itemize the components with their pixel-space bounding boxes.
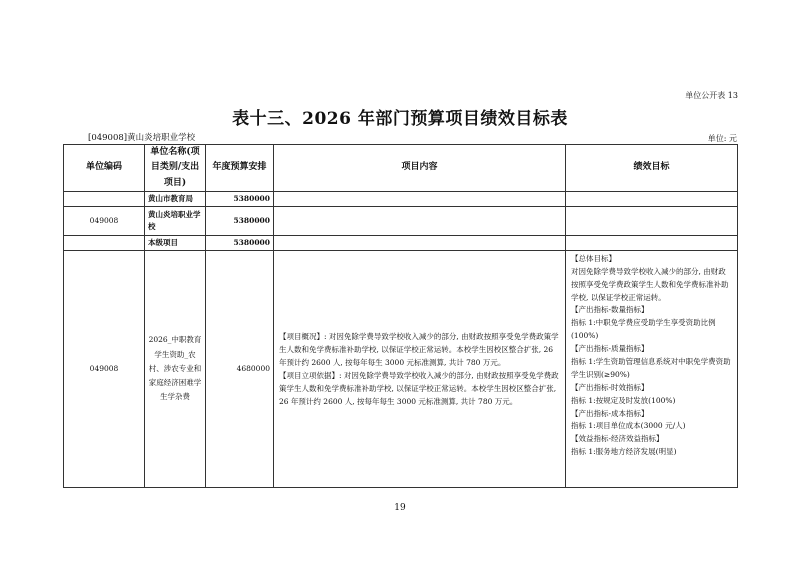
row-amount: 5380000 — [206, 206, 274, 235]
row-performance — [566, 191, 738, 206]
row-content — [274, 191, 566, 206]
performance-line: 【产出指标-成本指标】 — [571, 408, 649, 418]
row-performance — [566, 235, 738, 250]
row-performance — [566, 206, 738, 235]
page-title: 表十三、2026 年部门预算项目绩效目标表 — [232, 109, 568, 129]
table-row — [64, 235, 738, 250]
header-performance-target: 绩效目标 — [566, 145, 738, 192]
row-content — [274, 206, 566, 235]
header-annual-budget: 年度预算安排 — [206, 145, 274, 192]
performance-line: 【总体目标】 — [571, 253, 616, 263]
performance-line: 【产出指标-质量指标】 — [571, 344, 649, 354]
project-overview: 【项目概况】: 对因免除学费导致学校收入减少的部分, 由财政按照享受免学费政策学生人数和免学费标准补助学校, 以保证学校正常运转。本校学生因校区整合扩张, 26 年预计约 2600 人, 按每年每生 3000 元标准测算, 共计 780 万元。 — [279, 331, 559, 367]
row-name: 本级项目 — [145, 235, 206, 250]
row-content — [274, 235, 566, 250]
row-name: 黄山市教育局 — [145, 191, 206, 206]
table-row — [64, 206, 738, 235]
table-row — [64, 191, 738, 206]
row-code — [64, 191, 145, 206]
row-amount: 5380000 — [206, 191, 274, 206]
project-row — [64, 250, 738, 487]
performance-line: 指标 1:中职免学费应受助学生享受资助比例(100%) — [571, 318, 716, 341]
project-amount: 4680000 — [206, 250, 274, 487]
header-unit-name: 单位名称(项目类别/支出项目) — [145, 145, 206, 192]
performance-line: 【产出指标-数量指标】 — [571, 305, 649, 315]
row-code — [64, 235, 145, 250]
performance-line: 指标 1:项目单位成本(3000 元/人) — [571, 421, 686, 431]
currency-unit: 单位: 元 — [707, 134, 737, 143]
performance-line: 指标 1:服务地方经济发展(明显) — [571, 447, 677, 457]
performance-table — [63, 144, 738, 488]
row-code: 049008 — [64, 206, 145, 235]
unit-name: [049008]黄山炎培职业学校 — [88, 133, 196, 143]
row-name: 黄山炎培职业学校 — [145, 206, 206, 235]
header-unit-code: 单位编码 — [64, 145, 145, 192]
table-header-row — [64, 145, 738, 192]
page-number: 19 — [394, 503, 406, 513]
project-performance — [566, 250, 738, 487]
performance-line: 指标 1:按规定及时发放(100%) — [571, 395, 676, 405]
performance-line: 指标 1:学生资助管理信息系统对中职免学费资助学生识别(≥90%) — [571, 357, 731, 379]
header-project-content: 项目内容 — [274, 145, 566, 192]
document-number: 单位公开表 13 — [685, 91, 738, 100]
project-code: 049008 — [64, 250, 145, 487]
performance-line: 对因免除学费导致学校收入减少的部分, 由财政按照享受免学费政策学生人数和免学费标准补助学校, 以保证学校正常运转。 — [571, 266, 729, 302]
project-content — [274, 250, 566, 487]
row-amount: 5380000 — [206, 235, 274, 250]
performance-line: 【产出指标-时效指标】 — [571, 382, 649, 392]
performance-line: 【效益指标-经济效益指标】 — [571, 434, 664, 444]
project-basis: 【项目立项依据】: 对因免除学费导致学校收入减少的部分, 由财政按照享受免学费政策学生人数和免学费标准补助学校, 以保证学校正常运转。本校学生因校区整合扩张, 26 年预计约 2600 人, 按每年每生 3000 元标准测算, 共计 780 万元。 — [279, 370, 559, 407]
project-name: 2026_中职教育学生资助_农村、涉农专业和家庭经济困难学生学杂费 — [145, 250, 206, 487]
